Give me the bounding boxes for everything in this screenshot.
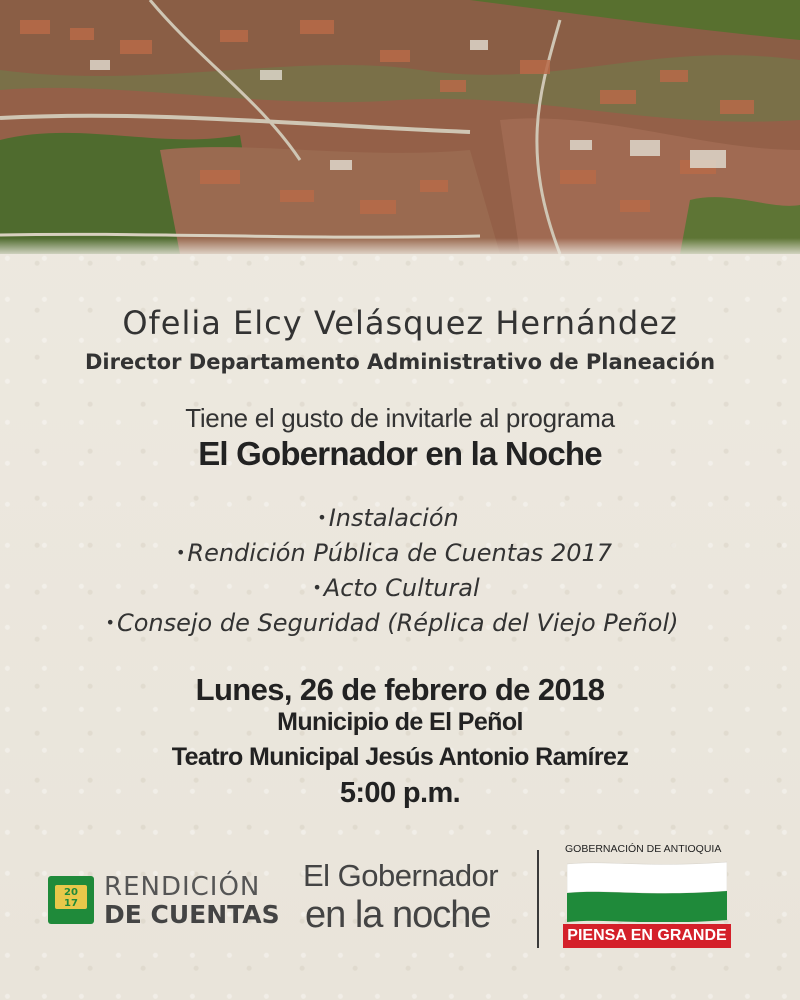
agenda-bullet: • [105,613,115,632]
event-time: 5:00 p.m. [339,777,461,809]
agenda-item-label: Instalación [328,504,459,532]
photo-fade [0,238,800,254]
agenda-item-label: Consejo de Seguridad (Réplica del Viejo Peñol) [116,609,679,637]
agenda-bullet: • [312,578,322,597]
antioquia-flag-icon [567,860,727,922]
book-page [55,885,87,909]
agenda-item [0,504,788,532]
gobernador-en-la-noche-logo [303,858,523,938]
antioquia-slogan: PIENSA EN GRANDE [563,924,731,948]
event-date: Lunes, 26 de febrero de 2018 [195,672,605,707]
gobernador-logo-line2: en la noche [305,894,491,936]
host-name: Ofelia Elcy Velásquez Hernández [122,304,678,342]
rendicion-logo-line1: RENDICIÓN [104,872,261,902]
town-aerial-illustration [0,0,800,254]
footer-divider [537,850,539,948]
antioquia-caption: GOBERNACIÓN DE ANTIOQUIA [565,843,722,855]
host-title: Director Departamento Administrativo de Planeación [84,350,716,374]
logo-year-top: 20 [64,887,78,898]
agenda-item-label: Acto Cultural [323,574,480,602]
logo-year-bottom: 17 [64,898,78,909]
agenda-bullet: • [317,508,327,527]
town-aerial-photo [0,0,800,254]
event-venue: Teatro Municipal Jesús Antonio Ramírez [171,743,629,771]
program-name: El Gobernador en la Noche [198,435,602,472]
rendicion-de-cuentas-logo [48,872,293,932]
agenda-bullet: • [175,543,186,562]
agenda-item [0,609,792,637]
book-icon [48,876,94,924]
rendicion-logo-line2: DE CUENTAS [104,900,280,929]
agenda-item [0,574,796,602]
gobernador-logo-line1: El Gobernador [303,858,499,893]
invitation-intro: Tiene el gusto de invitarle al programa [185,403,615,433]
agenda-item [0,539,794,567]
event-municipality: Municipio de El Peñol [277,708,523,736]
gobernacion-antioquia-logo [563,843,733,951]
agenda-item-label: Rendición Pública de Cuentas 2017 [187,539,613,567]
